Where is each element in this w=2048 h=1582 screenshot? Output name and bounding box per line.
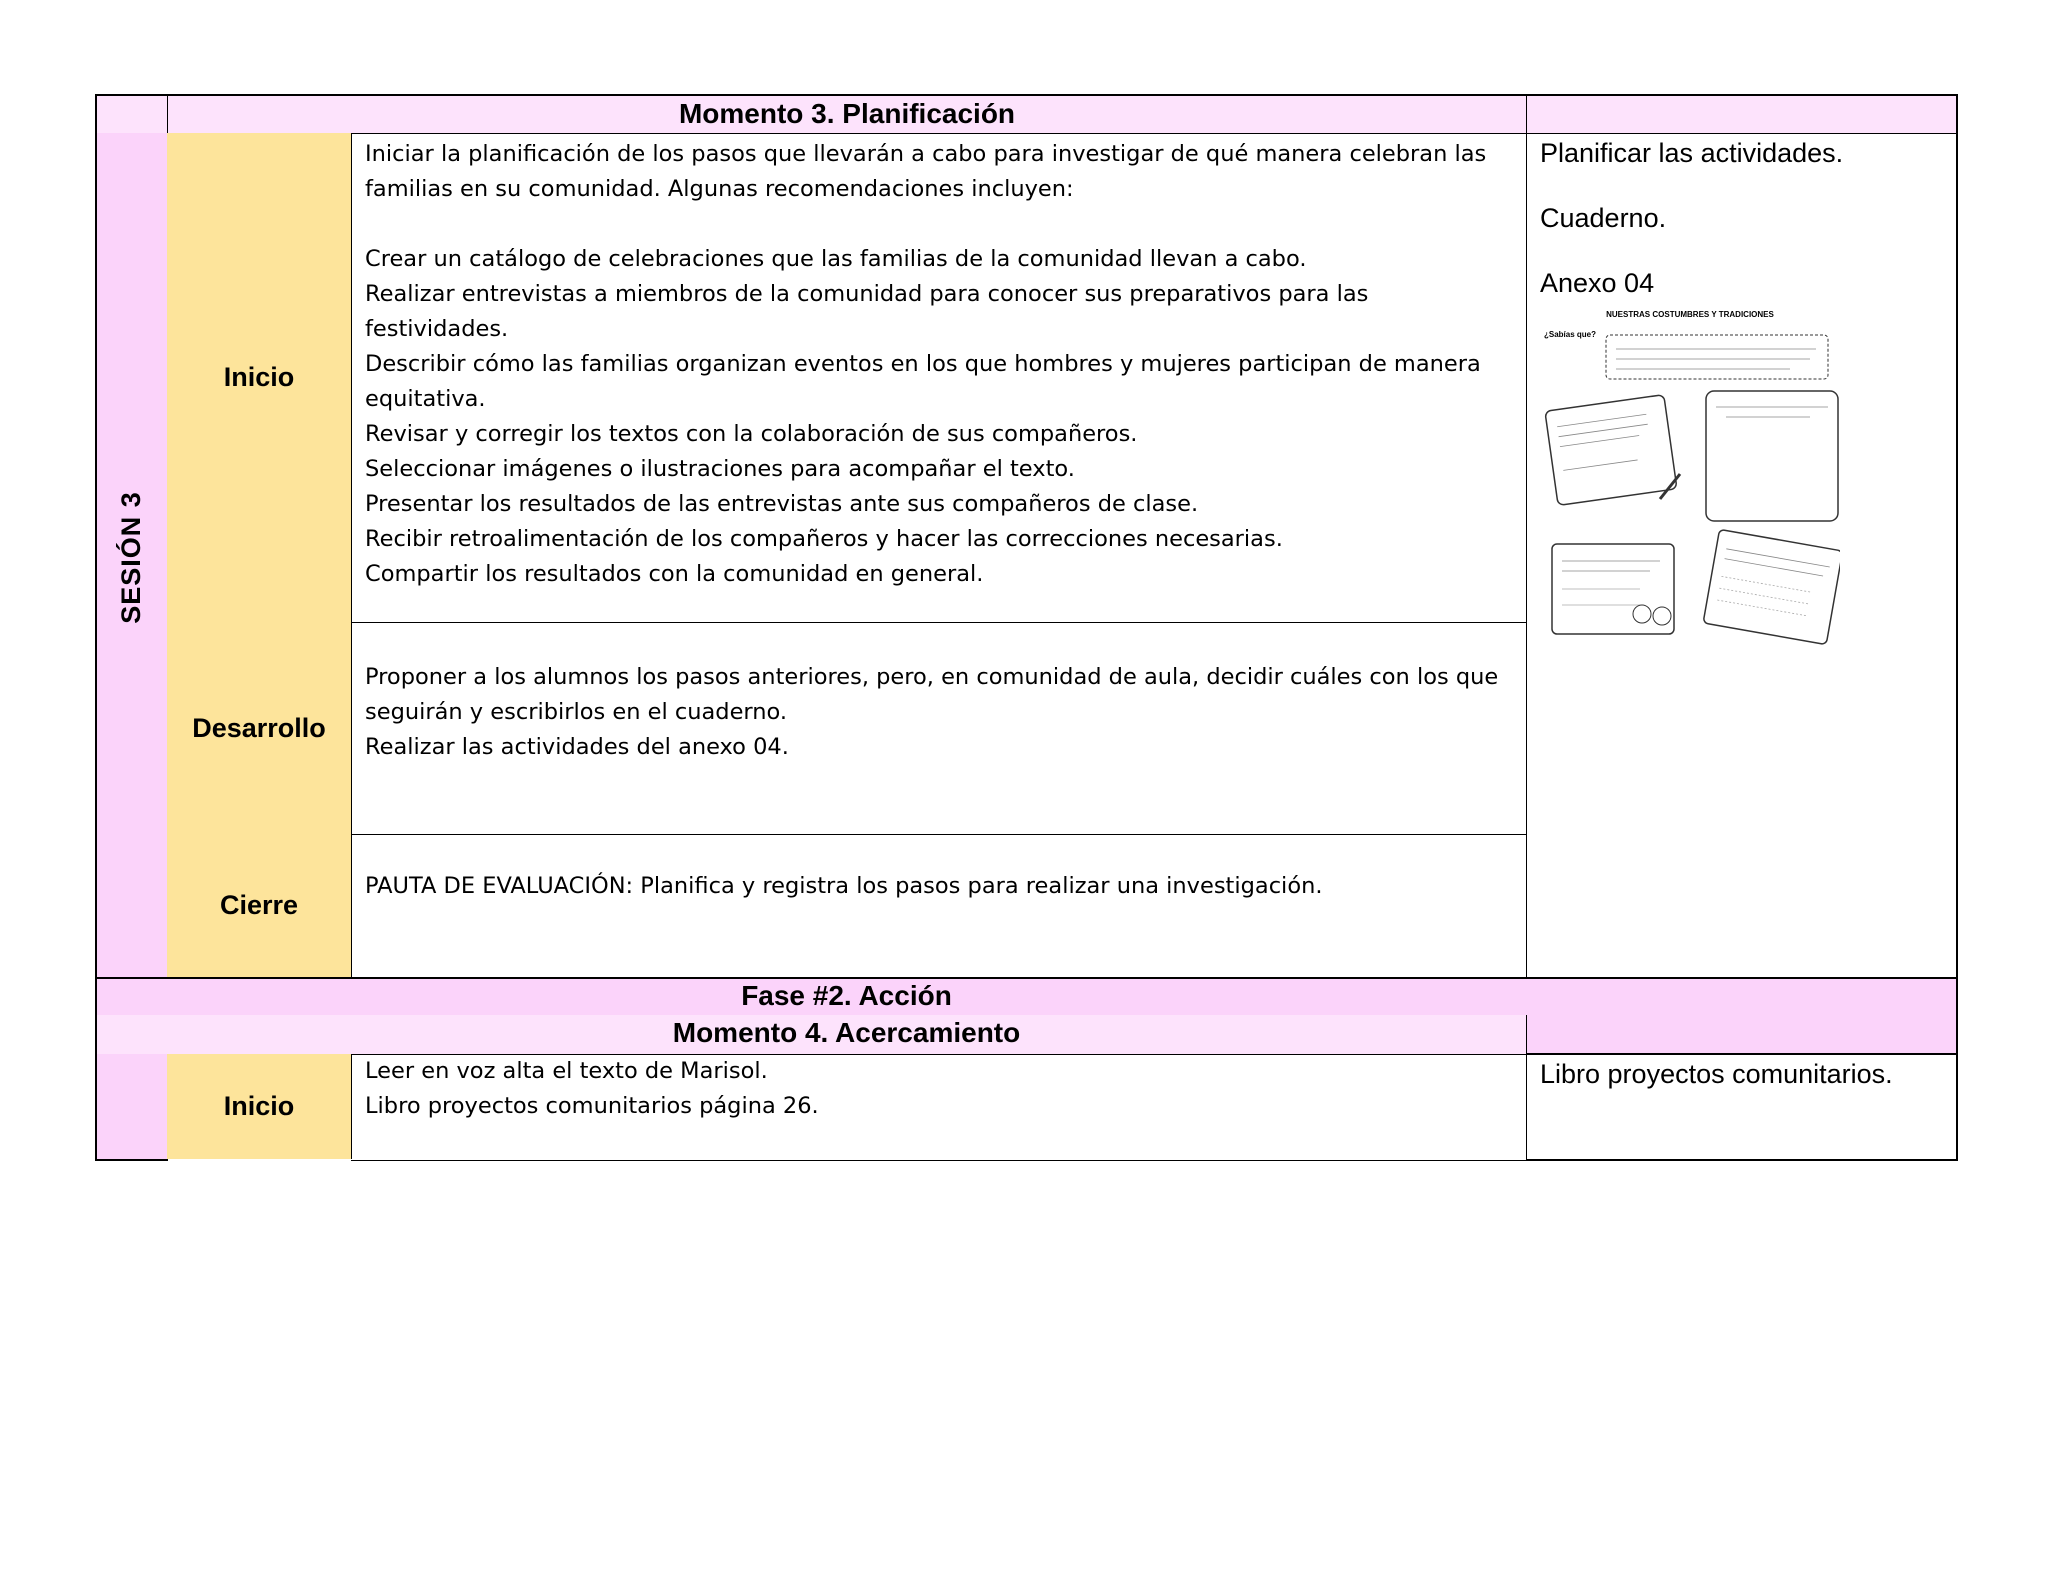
momento4-title: Momento 4. Acercamiento: [167, 1015, 1527, 1055]
desarrollo-content: [351, 622, 1527, 835]
cierre-stage-label: Cierre: [167, 834, 352, 978]
resource-item: Anexo 04: [1540, 268, 1655, 298]
resources-header-cell: [1526, 94, 1958, 134]
momento4-inicio-label: Inicio: [167, 1054, 352, 1159]
momento4-inicio-content: [351, 1054, 1527, 1161]
inicio-step: Presentar los resultados de las entrevistas ante sus compañeros de clase.: [365, 491, 1199, 517]
inicio-content: [351, 133, 1527, 623]
resource-item: Planificar las actividades.: [1540, 138, 1844, 168]
desarrollo-stage-label: Desarrollo: [167, 622, 352, 835]
worksheet-title: NUESTRAS COSTUMBRES Y TRADICIONES: [1606, 310, 1774, 319]
worksheet-question: ¿Sabías que?: [1544, 330, 1597, 339]
inicio-stage-label: Inicio: [167, 133, 352, 623]
momento4-resource: Libro proyectos comunitarios.: [1540, 1059, 1893, 1089]
cierre-content: [351, 834, 1527, 978]
session-column-lower: [95, 1054, 168, 1161]
corner-cell-fase: [95, 977, 168, 1016]
corner-cell-top: [95, 94, 168, 134]
cierre-text: PAUTA DE EVALUACIÓN: Planifica y registra los pasos para realizar una investigación.: [365, 873, 1323, 899]
resources-cell: [1526, 133, 1958, 978]
desarrollo-line: Proponer a los alumnos los pasos anteriores, pero, en comunidad de aula, decidir cuáles con los que seguirán y escribirlos en el cuaderno.: [365, 664, 1499, 725]
annex-worksheet-image: [1540, 309, 1840, 669]
inicio-intro: Iniciar la planificación de los pasos que llevarán a cabo para investigar de qué manera celebran las familias en su comunidad. Algunas recomendaciones incluyen:: [365, 141, 1487, 202]
inicio-step: Seleccionar imágenes o ilustraciones para acompañar el texto.: [365, 456, 1075, 482]
momento4-resource-cell: [1526, 1054, 1958, 1161]
inicio-step: Recibir retroalimentación de los compañeros y hacer las correcciones necesarias.: [365, 526, 1283, 552]
desarrollo-line: Realizar las actividades del anexo 04.: [365, 734, 789, 760]
inicio-step: Compartir los resultados con la comunidad en general.: [365, 561, 984, 587]
inicio-step: Realizar entrevistas a miembros de la comunidad para conocer sus preparativos para las festividades.: [365, 281, 1369, 342]
inicio-step: Crear un catálogo de celebraciones que las familias de la comunidad llevan a cabo.: [365, 246, 1307, 272]
inicio-step: Describir cómo las familias organizan eventos en los que hombres y mujeres participan de manera equitativa.: [365, 351, 1481, 412]
resource-item: Cuaderno.: [1540, 203, 1667, 233]
corner-cell-momento4: [95, 1015, 168, 1055]
fase2-title: Fase #2. Acción: [167, 977, 1527, 1016]
session-label: SESIÓN 3: [115, 490, 146, 624]
momento4-inicio-line: Libro proyectos comunitarios página 26.: [365, 1093, 819, 1119]
momento4-inicio-line: Leer en voz alta el texto de Marisol.: [365, 1058, 768, 1084]
fase-resources-cell: [1526, 977, 1958, 1055]
momento3-title: Momento 3. Planificación: [167, 94, 1527, 134]
inicio-step: Revisar y corregir los textos con la colaboración de sus compañeros.: [365, 421, 1138, 447]
